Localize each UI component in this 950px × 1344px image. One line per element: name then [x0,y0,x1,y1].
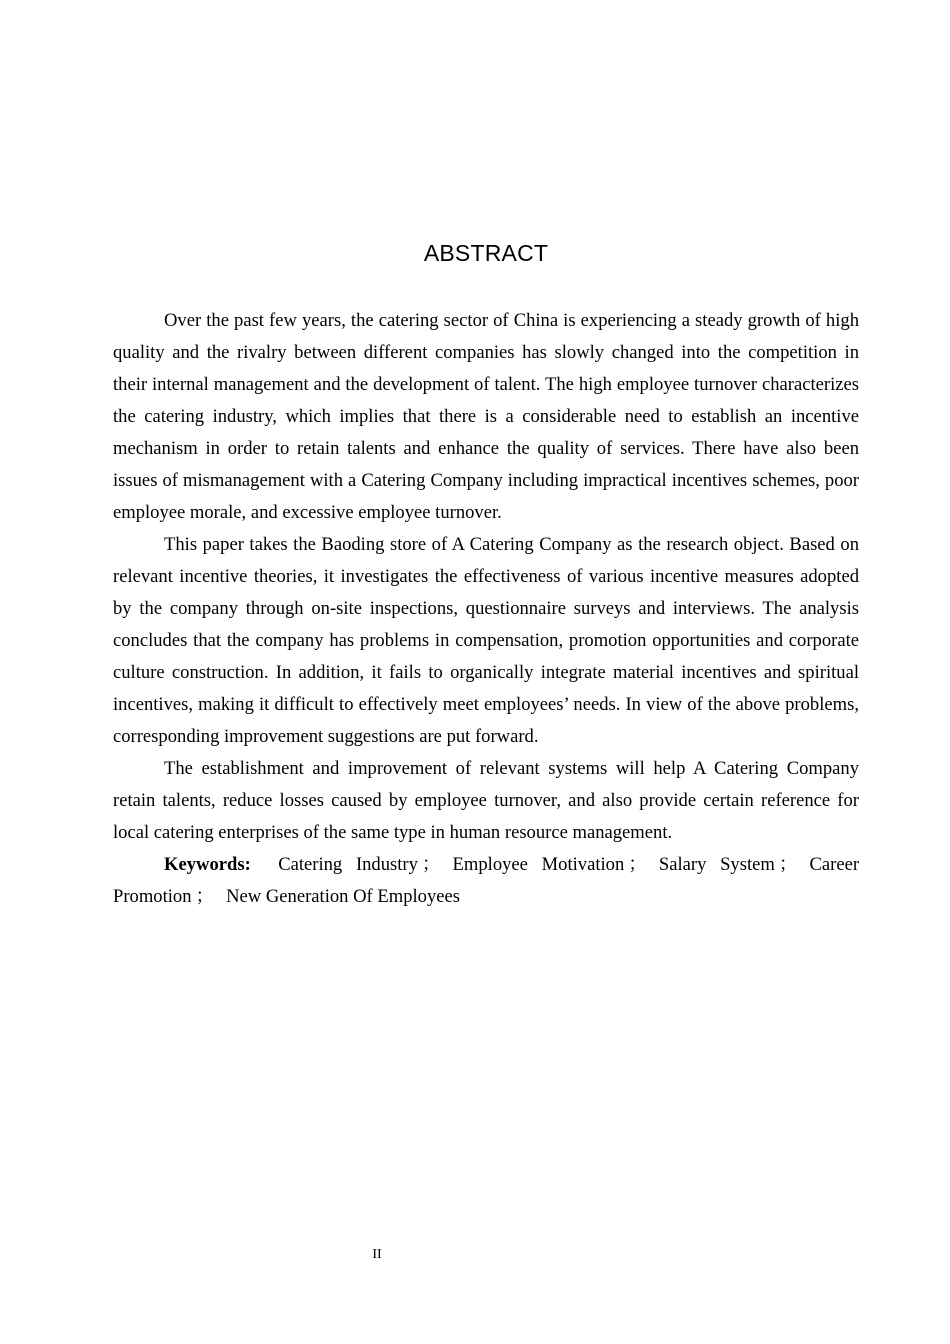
abstract-paragraph-1: Over the past few years, the catering sector of China is experiencing a steady growth of high quality and the rivalry between different companies has slowly changed into the competition in their internal management and the development of talent. The high employee turnover characterizes the catering industry, which implies that there is a considerable need to establish an incentive mechanism in order to retain talents and enhance the quality of services. There have also been issues of mismanagement with a Catering Company including impractical incentives schemes, poor employee morale, and excessive employee turnover. [113,310,859,523]
keyword-item: Salary System [658,854,775,875]
keyword-separator: ； [195,886,215,907]
page-number: II [372,1247,382,1262]
keyword-item: New Generation Of Employees [226,886,461,907]
keyword-separator: ； [421,854,441,875]
keyword-item: Career Promotion [113,854,860,907]
keyword-item: Catering Industry [278,854,418,875]
keywords-line [113,849,859,913]
abstract-paragraph-2: This paper takes the Baoding store of A Catering Company as the research object. Based on relevant incentive theories, it investigates the effectiveness of various incentive measures adopted by the company through on-site inspections, questionnaire surveys and interviews. The analysis concludes that the company has problems in compensation, promotion opportunities and corporate culture construction. In addition, it fails to organically integrate material incentives and spiritual incentives, making it difficult to effectively meet employees’ needs. In view of the above problems, corresponding improvement suggestions are put forward. [113,534,859,747]
keyword-item: Employee Motivation [452,854,625,875]
keywords-label: Keywords: [164,854,251,875]
keyword-separator: ； [628,854,647,875]
abstract-heading: ABSTRACT [423,240,549,266]
keyword-separator: ； [778,854,798,875]
abstract-body [113,305,859,913]
abstract-paragraph-3: The establishment and improvement of relevant systems will help A Catering Company retain talents, reduce losses caused by employee turnover, and also provide certain reference for local catering enterprises of the same type in human resource management. [113,758,859,843]
